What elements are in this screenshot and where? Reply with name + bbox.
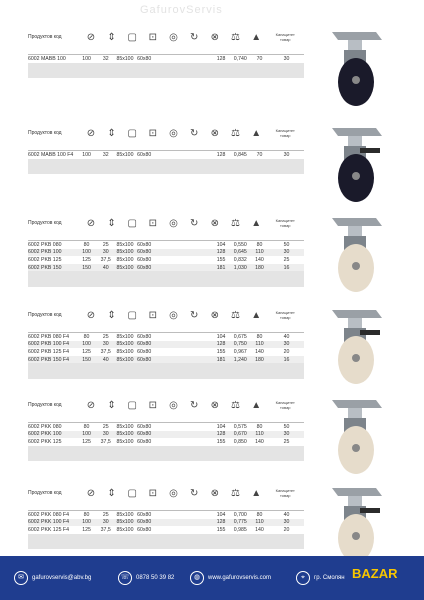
table-cell: 37,5 xyxy=(100,256,111,263)
footer-email-text: gafurovservis@abv.bg xyxy=(32,575,92,581)
rotation-icon: ◎ xyxy=(169,487,178,499)
table-cell: 30 xyxy=(283,341,290,348)
table-cell: 0,550 xyxy=(233,241,247,248)
table-cell: 60x80 xyxy=(137,356,152,363)
table-cell: 85x100 xyxy=(116,519,134,526)
table-cell: 85x100 xyxy=(116,511,134,518)
brake-icon: ⊗ xyxy=(210,217,220,229)
caster-wheel-image xyxy=(326,394,384,478)
empty-row xyxy=(28,371,304,379)
table-cell: 128 xyxy=(216,431,226,438)
rotation-icon: ◎ xyxy=(169,399,178,411)
load-capacity-word: товар xyxy=(279,405,291,410)
table-cell: 140 xyxy=(255,256,264,263)
table-cell: 30 xyxy=(102,341,109,348)
table-cell: 85x100 xyxy=(116,333,134,340)
column-title: Продуктов код xyxy=(28,130,62,136)
swivel-icon: ↻ xyxy=(189,217,199,229)
table-row xyxy=(28,431,304,439)
table-cell: 80 xyxy=(256,241,263,248)
empty-row xyxy=(28,166,304,174)
caster-wheel-photo xyxy=(326,26,384,110)
table-cell: 25 xyxy=(102,333,109,340)
table-cell: 155 xyxy=(216,348,226,355)
bazar-logo-text: BAZAR xyxy=(352,566,398,581)
table-cell: 100 xyxy=(82,151,91,158)
caster-wheel-photo xyxy=(326,122,384,206)
product-code: 6002 PKB 080 F4 xyxy=(28,333,69,340)
table-cell: 70 xyxy=(256,151,263,158)
table-row xyxy=(28,256,304,264)
table-cell: 80 xyxy=(83,511,90,518)
table-row xyxy=(28,55,304,63)
product-code: 6002 PKK 100 xyxy=(28,431,62,438)
table-cell: 60x80 xyxy=(137,333,152,340)
table-cell: 80 xyxy=(256,333,263,340)
load-capacity-word: Капацитет xyxy=(275,128,295,133)
table-cell: 60x80 xyxy=(137,241,152,248)
diameter-icon: ⊘ xyxy=(86,127,96,139)
column-title: Продуктов код xyxy=(28,220,62,226)
table-cell: 85x100 xyxy=(116,341,134,348)
table-cell: 16 xyxy=(283,356,290,363)
column-title: Продуктов код xyxy=(28,312,62,318)
table-cell: 110 xyxy=(255,431,264,438)
spec-table xyxy=(28,388,304,461)
table-cell: 125 xyxy=(82,438,91,445)
product-code: 6002 PKK 080 F4 xyxy=(28,511,69,518)
table-cell: 128 xyxy=(216,151,226,158)
load-capacity-word: товар xyxy=(279,133,291,138)
table-cell: 40 xyxy=(283,333,290,340)
table-cell: 104 xyxy=(216,333,226,340)
table-cell: 60x80 xyxy=(137,264,152,271)
phone-icon: ☏ xyxy=(118,571,132,585)
diameter-icon: ⊘ xyxy=(86,399,96,411)
table-cell: 128 xyxy=(216,341,226,348)
table-cell: 60x80 xyxy=(137,256,152,263)
table-cell: 25 xyxy=(283,256,290,263)
diameter-icon: ⊘ xyxy=(86,309,96,321)
table-cell: 60x80 xyxy=(137,519,152,526)
table-cell: 0,845 xyxy=(233,151,247,158)
table-cell: 30 xyxy=(102,519,109,526)
footer-phone[interactable] xyxy=(118,571,174,585)
table-cell: 25 xyxy=(283,438,290,445)
email-icon: ✉ xyxy=(14,571,28,585)
bolt-pattern-icon: ⊡ xyxy=(148,309,158,321)
load-capacity-word: товар xyxy=(279,37,291,42)
swivel-icon: ↻ xyxy=(189,399,199,411)
table-header xyxy=(28,298,304,333)
table-cell: 0,645 xyxy=(233,249,247,256)
location-icon: ⌖ xyxy=(296,571,310,585)
load-capacity-label xyxy=(266,488,304,498)
table-row xyxy=(28,356,304,364)
table-cell: 150 xyxy=(82,356,91,363)
product-code: 6002 MABB 100 F4 xyxy=(28,151,74,158)
table-cell: 140 xyxy=(255,438,264,445)
caster-wheel-photo xyxy=(326,304,384,388)
load-icon: ▲ xyxy=(251,31,262,43)
table-cell: 37,5 xyxy=(100,438,111,445)
table-cell: 0,850 xyxy=(233,438,247,445)
bolt-pattern-icon: ⊡ xyxy=(148,399,158,411)
product-code: 6002 PKB 080 xyxy=(28,241,62,248)
table-cell: 85x100 xyxy=(116,264,134,271)
empty-row xyxy=(28,159,304,167)
table-cell: 70 xyxy=(256,55,263,62)
product-code: 6002 PKB 125 xyxy=(28,256,62,263)
swivel-icon: ↻ xyxy=(189,309,199,321)
product-code: 6002 PKB 100 F4 xyxy=(28,341,69,348)
table-cell: 100 xyxy=(82,519,91,526)
product-code: 6002 PKB 150 F4 xyxy=(28,356,69,363)
table-row xyxy=(28,151,304,159)
table-cell: 85x100 xyxy=(116,249,134,256)
caster-wheel-image xyxy=(326,122,384,206)
table-cell: 32 xyxy=(102,151,109,158)
table-cell: 104 xyxy=(216,423,226,430)
table-cell: 30 xyxy=(283,519,290,526)
table-cell: 128 xyxy=(216,249,226,256)
weight-icon: ⚖ xyxy=(231,31,240,43)
product-code: 6002 PKB 125 F4 xyxy=(28,348,69,355)
caster-wheel-photo xyxy=(326,212,384,296)
table-cell: 0,575 xyxy=(233,423,247,430)
table-cell: 85x100 xyxy=(116,241,134,248)
weight-icon: ⚖ xyxy=(231,309,240,321)
table-cell: 80 xyxy=(256,511,263,518)
product-code: 6002 PKB 100 xyxy=(28,249,62,256)
swivel-icon: ↻ xyxy=(189,127,199,139)
caster-wheel-image xyxy=(326,212,384,296)
table-cell: 60x80 xyxy=(137,55,152,62)
table-cell: 0,675 xyxy=(233,333,247,340)
height-icon: ⇕ xyxy=(107,399,116,411)
table-cell: 16 xyxy=(283,264,290,271)
empty-row xyxy=(28,541,304,549)
table-row xyxy=(28,519,304,527)
table-cell: 50 xyxy=(283,241,290,248)
caster-wheel-image xyxy=(326,304,384,388)
table-cell: 0,967 xyxy=(233,348,247,355)
table-row xyxy=(28,511,304,519)
table-cell: 150 xyxy=(82,264,91,271)
table-row xyxy=(28,333,304,341)
height-icon: ⇕ xyxy=(107,31,116,43)
contact-footer xyxy=(0,556,424,600)
table-cell: 80 xyxy=(83,241,90,248)
table-cell: 37,5 xyxy=(100,348,111,355)
rotation-icon: ◎ xyxy=(169,127,178,139)
load-capacity-word: Капацитет xyxy=(275,218,295,223)
table-cell: 181 xyxy=(216,356,226,363)
table-cell: 25 xyxy=(102,423,109,430)
table-cell: 125 xyxy=(82,526,91,533)
footer-web[interactable] xyxy=(190,571,271,585)
table-cell: 85x100 xyxy=(116,55,134,62)
table-cell: 60x80 xyxy=(137,341,152,348)
product-code: 6002 PKB 150 xyxy=(28,264,62,271)
table-cell: 100 xyxy=(82,341,91,348)
load-icon: ▲ xyxy=(251,309,262,321)
table-cell: 30 xyxy=(283,431,290,438)
table-row xyxy=(28,241,304,249)
table-header xyxy=(28,20,304,55)
rotation-icon: ◎ xyxy=(169,309,178,321)
load-capacity-label xyxy=(266,218,304,228)
table-cell: 155 xyxy=(216,438,226,445)
spec-table xyxy=(28,206,304,287)
caster-wheel-photo xyxy=(326,394,384,478)
table-cell: 110 xyxy=(255,249,264,256)
load-icon: ▲ xyxy=(251,217,262,229)
diameter-icon: ⊘ xyxy=(86,31,96,43)
table-cell: 37,5 xyxy=(100,526,111,533)
caster-wheel-image xyxy=(326,482,384,566)
diameter-icon: ⊘ xyxy=(86,217,96,229)
product-code: 6002 PKK 125 xyxy=(28,438,62,445)
plate-icon: ▢ xyxy=(127,31,137,43)
empty-row xyxy=(28,363,304,371)
load-icon: ▲ xyxy=(251,487,262,499)
table-row xyxy=(28,249,304,257)
load-capacity-word: товар xyxy=(279,315,291,320)
load-capacity-word: Капацитет xyxy=(275,400,295,405)
watermark: GafurovServis xyxy=(140,4,223,16)
table-cell: 0,670 xyxy=(233,431,247,438)
product-code: 6002 PKK 125 F4 xyxy=(28,526,69,533)
globe-icon: ◍ xyxy=(190,571,204,585)
table-cell: 60x80 xyxy=(137,526,152,533)
table-cell: 1,240 xyxy=(233,356,247,363)
swivel-icon: ↻ xyxy=(189,31,199,43)
product-code: 6002 PKK 100 F4 xyxy=(28,519,69,526)
table-cell: 0,750 xyxy=(233,341,247,348)
table-cell: 85x100 xyxy=(116,438,134,445)
table-cell: 85x100 xyxy=(116,348,134,355)
table-cell: 104 xyxy=(216,511,226,518)
bazar-logo xyxy=(352,566,398,581)
plate-icon: ▢ xyxy=(127,127,137,139)
table-cell: 85x100 xyxy=(116,431,134,438)
rotation-icon: ◎ xyxy=(169,217,178,229)
table-cell: 140 xyxy=(255,526,264,533)
empty-row xyxy=(28,63,304,71)
spec-table xyxy=(28,298,304,379)
table-cell: 100 xyxy=(82,431,91,438)
brake-icon: ⊗ xyxy=(210,31,220,43)
load-capacity-word: Капацитет xyxy=(275,32,295,37)
table-cell: 20 xyxy=(283,348,290,355)
table-header xyxy=(28,388,304,423)
spec-table xyxy=(28,476,304,549)
column-title: Продуктов код xyxy=(28,402,62,408)
table-cell: 32 xyxy=(102,55,109,62)
empty-row xyxy=(28,271,304,279)
height-icon: ⇕ xyxy=(107,127,116,139)
swivel-icon: ↻ xyxy=(189,487,199,499)
load-capacity-label xyxy=(266,310,304,320)
table-cell: 100 xyxy=(82,55,91,62)
weight-icon: ⚖ xyxy=(231,217,240,229)
plate-icon: ▢ xyxy=(127,309,137,321)
table-cell: 85x100 xyxy=(116,423,134,430)
table-cell: 180 xyxy=(255,356,264,363)
height-icon: ⇕ xyxy=(107,217,116,229)
table-cell: 30 xyxy=(102,249,109,256)
table-cell: 60x80 xyxy=(137,249,152,256)
table-cell: 40 xyxy=(102,356,109,363)
table-cell: 128 xyxy=(216,55,226,62)
diameter-icon: ⊘ xyxy=(86,487,96,499)
table-cell: 60x80 xyxy=(137,438,152,445)
bolt-pattern-icon: ⊡ xyxy=(148,31,158,43)
table-row xyxy=(28,264,304,272)
plate-icon: ▢ xyxy=(127,399,137,411)
table-cell: 100 xyxy=(82,249,91,256)
column-title: Продуктов код xyxy=(28,34,62,40)
rotation-icon: ◎ xyxy=(169,31,178,43)
table-cell: 60x80 xyxy=(137,511,152,518)
column-title: Продуктов код xyxy=(28,490,62,496)
load-capacity-word: товар xyxy=(279,493,291,498)
empty-row xyxy=(28,70,304,78)
brake-icon: ⊗ xyxy=(210,399,220,411)
table-cell: 1,030 xyxy=(233,264,247,271)
table-cell: 80 xyxy=(83,423,90,430)
table-cell: 140 xyxy=(255,348,264,355)
load-capacity-label xyxy=(266,400,304,410)
table-header xyxy=(28,116,304,151)
brake-icon: ⊗ xyxy=(210,487,220,499)
table-cell: 155 xyxy=(216,526,226,533)
spec-table xyxy=(28,116,304,174)
weight-icon: ⚖ xyxy=(231,487,240,499)
table-cell: 0,700 xyxy=(233,511,247,518)
table-cell: 125 xyxy=(82,348,91,355)
footer-city xyxy=(296,571,345,585)
table-cell: 0,775 xyxy=(233,519,247,526)
weight-icon: ⚖ xyxy=(231,127,240,139)
height-icon: ⇕ xyxy=(107,309,116,321)
plate-icon: ▢ xyxy=(127,217,137,229)
empty-row xyxy=(28,534,304,542)
caster-wheel-image xyxy=(326,26,384,110)
table-cell: 40 xyxy=(102,264,109,271)
product-code: 6002 PKK 080 xyxy=(28,423,62,430)
footer-email[interactable] xyxy=(14,571,91,585)
empty-row xyxy=(28,446,304,454)
table-row xyxy=(28,438,304,446)
table-cell: 30 xyxy=(283,151,290,158)
bolt-pattern-icon: ⊡ xyxy=(148,127,158,139)
table-cell: 0,985 xyxy=(233,526,247,533)
table-cell: 30 xyxy=(283,55,290,62)
footer-city-text: гр. Смолян xyxy=(314,575,345,581)
table-cell: 40 xyxy=(283,511,290,518)
table-cell: 104 xyxy=(216,241,226,248)
bolt-pattern-icon: ⊡ xyxy=(148,487,158,499)
table-cell: 180 xyxy=(255,264,264,271)
table-cell: 0,740 xyxy=(233,55,247,62)
table-cell: 110 xyxy=(255,341,264,348)
table-cell: 80 xyxy=(83,333,90,340)
table-header xyxy=(28,476,304,511)
table-row xyxy=(28,526,304,534)
footer-phone-text: 0878 50 39 82 xyxy=(136,575,175,581)
table-cell: 181 xyxy=(216,264,226,271)
caster-wheel-photo xyxy=(326,482,384,566)
table-cell: 110 xyxy=(255,519,264,526)
spec-table xyxy=(28,20,304,78)
footer-web-text: www.gafurovservis.com xyxy=(208,575,272,581)
load-icon: ▲ xyxy=(251,399,262,411)
table-cell: 85x100 xyxy=(116,256,134,263)
load-capacity-label xyxy=(266,32,304,42)
brake-icon: ⊗ xyxy=(210,127,220,139)
table-cell: 60x80 xyxy=(137,348,152,355)
load-icon: ▲ xyxy=(251,127,262,139)
table-cell: 155 xyxy=(216,256,226,263)
table-cell: 30 xyxy=(102,431,109,438)
weight-icon: ⚖ xyxy=(231,399,240,411)
table-cell: 20 xyxy=(283,526,290,533)
table-cell: 60x80 xyxy=(137,431,152,438)
product-code: 6002 MABB 100 xyxy=(28,55,66,62)
load-capacity-word: Капацитет xyxy=(275,310,295,315)
plate-icon: ▢ xyxy=(127,487,137,499)
table-cell: 30 xyxy=(283,249,290,256)
table-cell: 85x100 xyxy=(116,151,134,158)
table-cell: 125 xyxy=(82,256,91,263)
empty-row xyxy=(28,453,304,461)
table-row xyxy=(28,348,304,356)
table-cell: 60x80 xyxy=(137,151,152,158)
load-capacity-word: Капацитет xyxy=(275,488,295,493)
load-capacity-label xyxy=(266,128,304,138)
table-cell: 25 xyxy=(102,511,109,518)
table-header xyxy=(28,206,304,241)
table-cell: 60x80 xyxy=(137,423,152,430)
bolt-pattern-icon: ⊡ xyxy=(148,217,158,229)
table-cell: 85x100 xyxy=(116,356,134,363)
empty-row xyxy=(28,279,304,287)
table-cell: 128 xyxy=(216,519,226,526)
table-row xyxy=(28,423,304,431)
load-capacity-word: товар xyxy=(279,223,291,228)
table-cell: 80 xyxy=(256,423,263,430)
table-row xyxy=(28,341,304,349)
table-cell: 50 xyxy=(283,423,290,430)
height-icon: ⇕ xyxy=(107,487,116,499)
table-cell: 85x100 xyxy=(116,526,134,533)
brake-icon: ⊗ xyxy=(210,309,220,321)
table-cell: 0,832 xyxy=(233,256,247,263)
table-cell: 25 xyxy=(102,241,109,248)
